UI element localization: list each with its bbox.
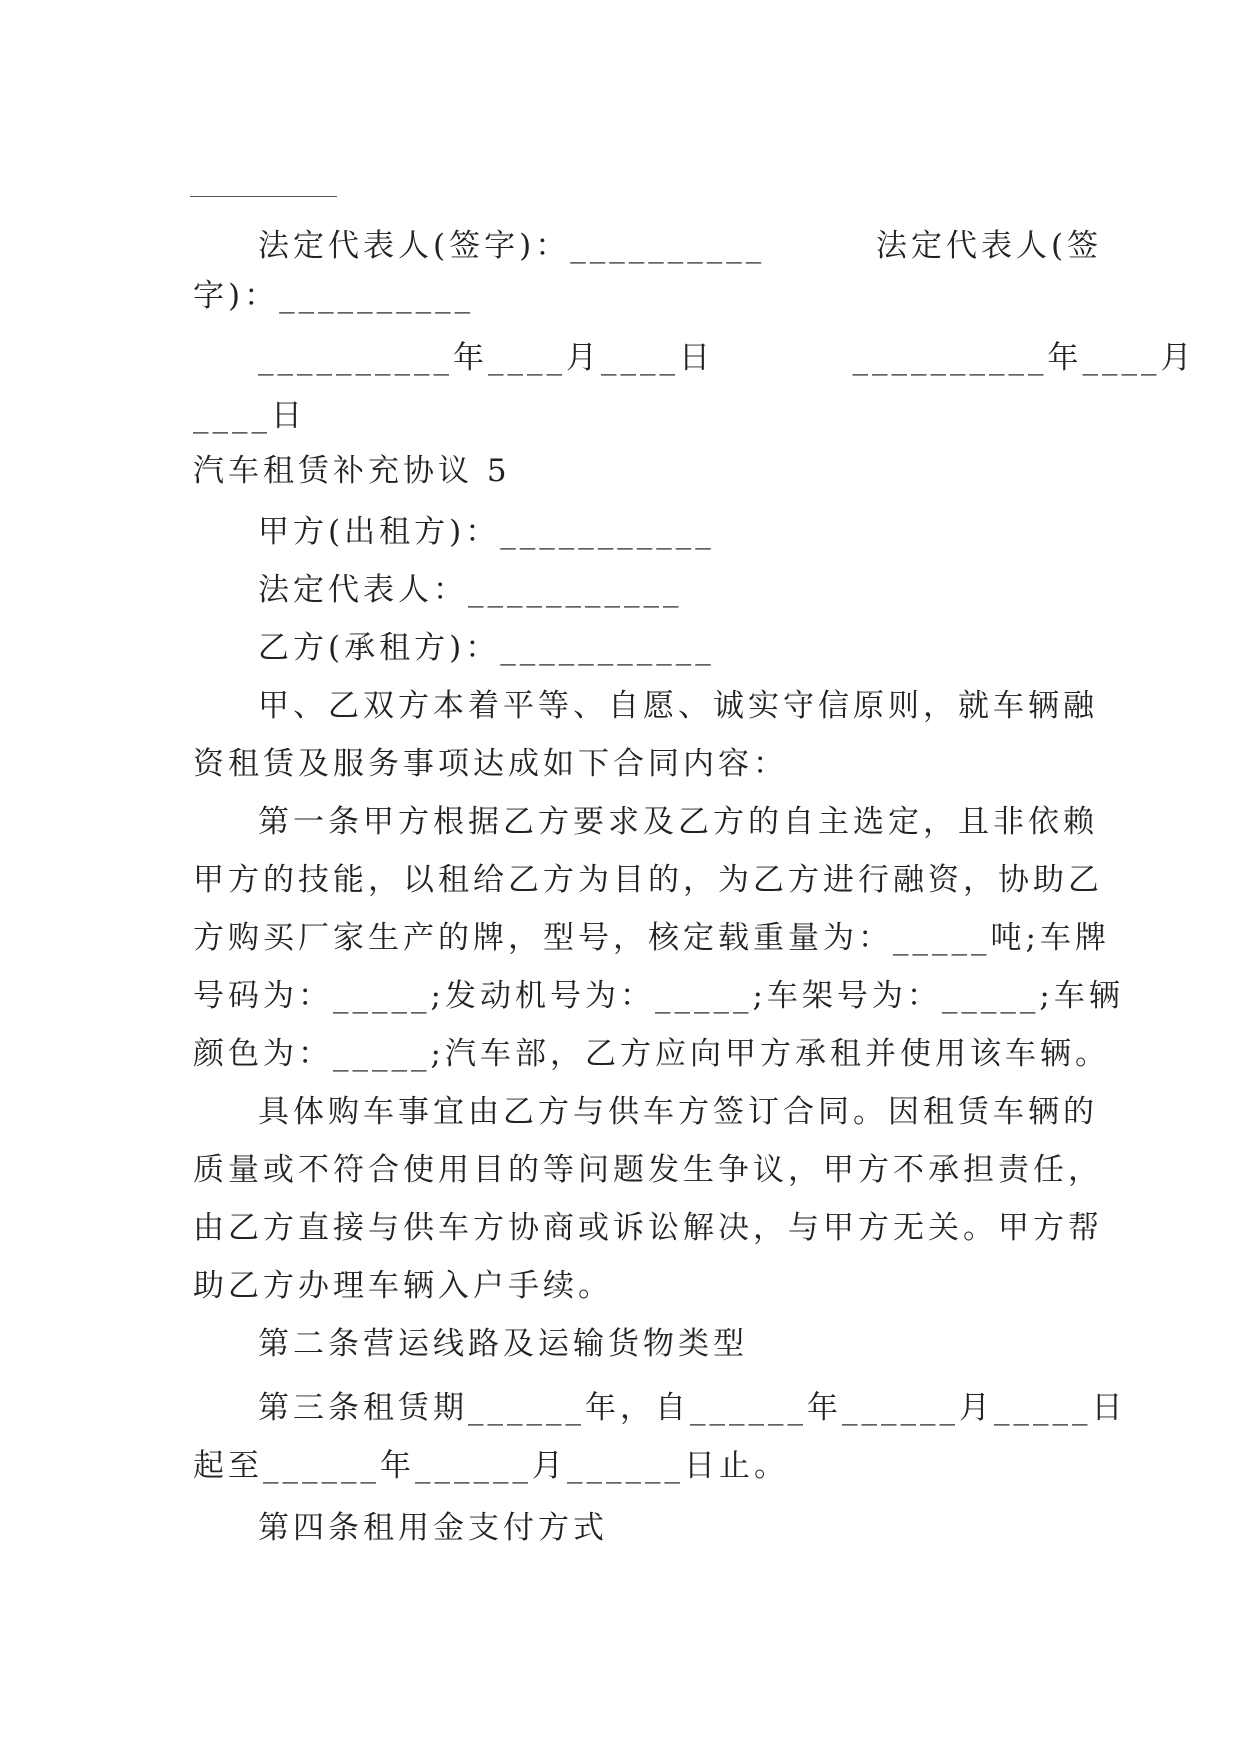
article-1-line-3: 方购买厂家生产的牌，型号，核定载重量为：_____吨;车牌 bbox=[193, 920, 1110, 956]
signature-line-1: 法定代表人(签字)：__________ 法定代表人(签 bbox=[258, 228, 1103, 264]
legal-rep-line: 法定代表人：___________ bbox=[258, 572, 683, 608]
purchase-line-2: 质量或不符合使用目的等问题发生争议，甲方不承担责任， bbox=[193, 1152, 1103, 1188]
article-4-line: 第四条租用金支付方式 bbox=[258, 1510, 608, 1546]
article-2-line: 第二条营运线路及运输货物类型 bbox=[258, 1326, 748, 1362]
article-3-line-2: 起至______年______月______日止。 bbox=[193, 1448, 789, 1484]
intro-line-2: 资租赁及服务事项达成如下合同内容： bbox=[193, 746, 788, 782]
article-1-line-4: 号码为：_____;发动机号为：_____;车架号为：_____;车辆 bbox=[193, 978, 1124, 1014]
purchase-line-4: 助乙方办理车辆入户手续。 bbox=[193, 1268, 613, 1304]
purchase-line-3: 由乙方直接与供车方协商或诉讼解决，与甲方无关。甲方帮 bbox=[193, 1210, 1103, 1246]
article-1-line-5: 颜色为：_____;汽车部，乙方应向甲方承租并使用该车辆。 bbox=[193, 1036, 1110, 1072]
article-1-line-1: 第一条甲方根据乙方要求及乙方的自主选定，且非依赖 bbox=[258, 804, 1098, 840]
agreement-title: 汽车租赁补充协议 5 bbox=[193, 453, 511, 489]
party-a-line: 甲方(出租方)：___________ bbox=[258, 514, 715, 550]
date-line-1: __________年____月____日 __________年____月 bbox=[258, 340, 1196, 376]
article-3-line-1: 第三条租赁期______年，自______年______月_____日 bbox=[258, 1390, 1127, 1426]
article-1-line-2: 甲方的技能，以租给乙方为目的，为乙方进行融资，协助乙 bbox=[193, 862, 1103, 898]
top-signature-rule bbox=[190, 196, 337, 197]
intro-line-1: 甲、乙双方本着平等、自愿、诚实守信原则，就车辆融 bbox=[258, 688, 1098, 724]
party-b-line: 乙方(承租方)：___________ bbox=[258, 630, 715, 666]
signature-line-2: 字)：__________ bbox=[193, 278, 475, 314]
date-line-2: ____日 bbox=[193, 398, 306, 434]
purchase-line-1: 具体购车事宜由乙方与供车方签订合同。因租赁车辆的 bbox=[258, 1094, 1098, 1130]
